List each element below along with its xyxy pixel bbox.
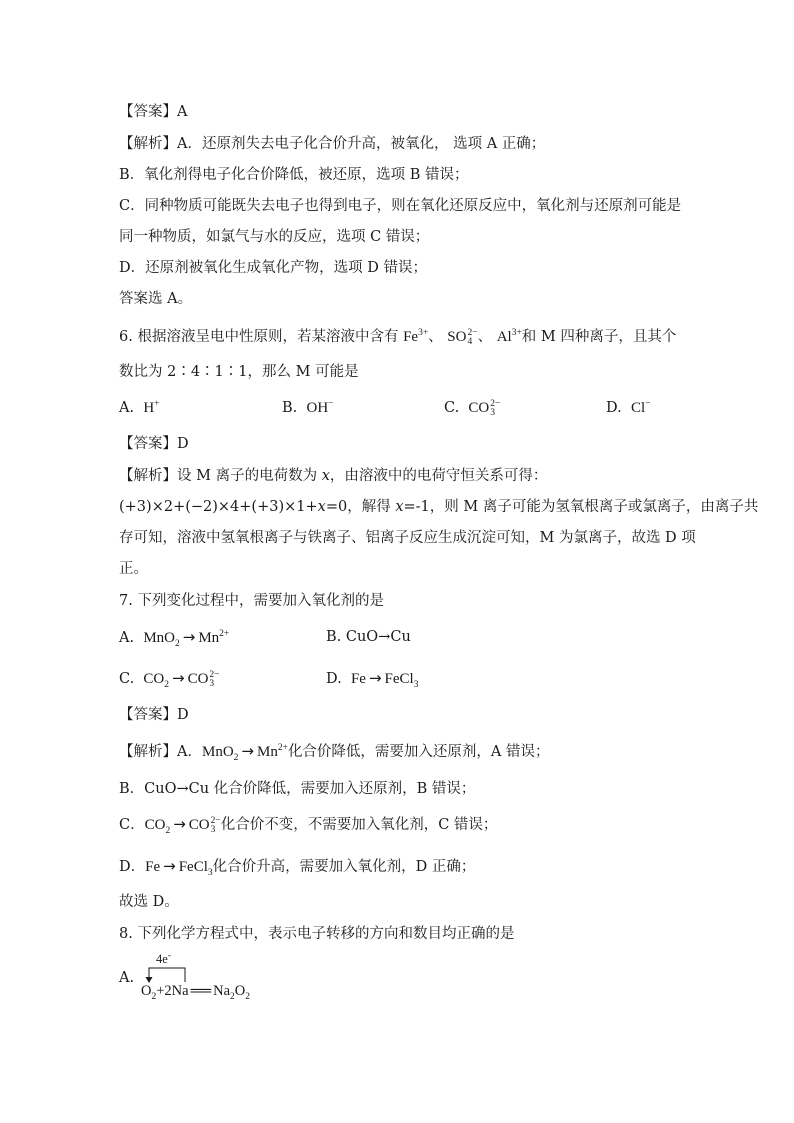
formula: CO [144, 817, 166, 833]
text: ，由溶液中的电荷守恒关系可得： [329, 468, 548, 484]
formula: Mn [198, 630, 220, 646]
ion-oh: OH [306, 400, 329, 416]
ion-fe-symbol: Fe [403, 329, 419, 345]
text: D． [119, 859, 146, 875]
formula-sub: 2 [174, 639, 180, 649]
q7-analysis-a [119, 741, 550, 762]
formula: Fe [145, 859, 161, 875]
q6-stem-post: 和 M 四种离子，且其个 [521, 329, 677, 345]
q7-analysis-b: B．CuO→Cu 化合价降低，需要加入还原剂，B 错误； [119, 781, 476, 797]
formula-sub: 2 [245, 991, 251, 1002]
q6-stem-pre: 6. 根据溶液呈电中性原则，若某溶液中含有 [119, 329, 399, 345]
q6-option-d [606, 398, 650, 418]
equation: (+3)×2+(−2)×4+(+3)×1+ [119, 499, 318, 515]
q7-analysis-c [119, 814, 497, 835]
formula-charge: 2− [210, 815, 221, 826]
formula-sub: 2 [233, 753, 239, 763]
q5-analysis-c2: 同一种物质，如氯气与水的反应，选项 C 错误； [119, 229, 430, 245]
electron-transfer-label [156, 952, 171, 967]
ion-charge: − [328, 399, 334, 409]
formula-sub: 2 [230, 991, 235, 1002]
option-label: C. [444, 400, 460, 416]
ion-so4-symbol: SO [447, 329, 467, 345]
arrow-icon: → [163, 857, 176, 875]
q7-stem: 7. 下列变化过程中，需要加入氧化剂的是 [119, 593, 384, 609]
formula-sub: 3 [207, 868, 213, 878]
option-label: A. [119, 970, 135, 986]
text: 化合价不变，不需要加入氧化剂，C 错误； [220, 817, 498, 833]
q7-option-c [119, 668, 220, 689]
q6-analysis-line1 [119, 466, 547, 486]
q7-conclusion: 故选 D。 [119, 894, 179, 910]
formula: FeCl [178, 859, 208, 875]
ion-so4-sub: 4 [467, 336, 473, 347]
arrow-icon: → [368, 669, 382, 687]
formula: FeCl [384, 671, 414, 687]
option-label: A. [119, 400, 135, 416]
ion-sub: 3 [490, 407, 495, 418]
formula-charge: 2− [209, 669, 220, 680]
ion-h: H [143, 400, 155, 416]
q6-option-a [119, 398, 160, 418]
formula: CO [143, 671, 165, 687]
formula-charge: 2+ [219, 629, 230, 639]
option-label: D. [326, 671, 342, 687]
ion-cl: Cl [630, 400, 646, 416]
q5-analysis-a: 【解析】A．还原剂失去电子化合价升高，被氧化， 选项 A 正确； [119, 136, 546, 152]
q7-option-a [119, 627, 229, 648]
formula-charge: 2+ [277, 743, 288, 753]
formula: CuO→Cu [345, 629, 411, 645]
formula: O [234, 983, 246, 999]
option-label: A. [119, 630, 135, 646]
text: 化合价降低，需要加入还原剂，A 错误； [287, 744, 550, 760]
q5-analysis-d: D．还原剂被氧化生成氧化产物，选项 D 错误； [119, 260, 427, 276]
q6-option-c [444, 398, 500, 418]
formula: CO [187, 671, 209, 687]
separator: 、 [428, 329, 443, 345]
ion-so4 [447, 329, 477, 345]
option-label: D. [606, 400, 622, 416]
ion-al-symbol: Al [496, 329, 512, 345]
q5-analysis-c1: C．同种物质可能既失去电子也得到电子，则在氧化还原反应中，氧化剂与还原剂可能是 [119, 198, 682, 214]
q6-answer: 【答案】D [119, 436, 189, 452]
formula-sub: 2 [151, 991, 157, 1002]
q5-conclusion: 答案选 A。 [119, 291, 193, 307]
ion-charge: 2− [490, 398, 501, 409]
q7-option-d [326, 668, 418, 689]
separator: 、 [477, 329, 493, 345]
formula: Mn [256, 744, 278, 760]
option-label: B. [282, 400, 298, 416]
ion-so4-charge: 2− [467, 327, 478, 338]
q6-analysis-line2 [119, 497, 758, 517]
q8-option-a [119, 952, 319, 1008]
formula: MnO [201, 744, 234, 760]
formula-sub: 3 [413, 680, 419, 690]
ion-fe [403, 329, 428, 345]
variable-x: x [321, 468, 330, 484]
formula: Fe [350, 671, 366, 687]
q7-analysis-d [119, 856, 475, 877]
text: =0，解得 [325, 499, 396, 515]
variable-x: x [317, 499, 326, 515]
text: C． [119, 817, 145, 833]
arrow-icon: → [173, 815, 186, 833]
electron-transfer-arrow-icon [141, 966, 191, 984]
formula: O [141, 983, 152, 999]
q7-answer: 【答案】D [119, 707, 189, 723]
q5-answer: 【答案】A [119, 104, 188, 120]
formula: Na [213, 983, 231, 999]
text: 【解析】A． [119, 744, 202, 760]
q6-analysis-line4: 正。 [119, 561, 148, 577]
q8-stem: 8. 下列化学方程式中，表示电子转移的方向和数目均正确的是 [119, 926, 515, 942]
text: 【解析】设 M 离子的电荷数为 [119, 468, 322, 484]
arrow-icon: → [182, 628, 196, 646]
option-label: B. [326, 629, 342, 645]
q6-analysis-line3: 存可知，溶液中氢氧根离子与铁离子、铝离子反应生成沉淀可知，M 为氯离子，故选 D 项 [119, 530, 696, 546]
formula-sub: 2 [165, 826, 171, 836]
q5-analysis-b: B．氧化剂得电子化合价降低，被还原，选项 B 错误； [119, 167, 469, 183]
formula-sub: 2 [164, 680, 169, 690]
formula: CO [188, 817, 210, 833]
arrow-icon: → [172, 669, 185, 687]
text: =-1，则 M 离子可能为氢氧根离子或氯离子，由离子共 [403, 499, 759, 515]
q6-stem-line2: 数比为 2∶4∶1∶1，那么 M 可能是 [119, 364, 359, 380]
formula: MnO [143, 630, 175, 646]
ion-charge: + [154, 399, 160, 409]
equals-sign: ══ [190, 983, 212, 999]
formula-sub: 3 [210, 824, 216, 835]
ion-fe-charge: 3+ [418, 328, 429, 338]
electron-sign: - [167, 950, 171, 961]
arrow-icon: → [241, 742, 254, 760]
q7-option-b [326, 627, 411, 647]
formula: +2Na [156, 983, 189, 999]
formula-sub: 3 [209, 678, 215, 689]
ion-al-charge: 3+ [511, 328, 522, 338]
variable-x: x [395, 499, 404, 515]
q6-stem-line1 [119, 327, 676, 347]
electron-count: 4e [156, 952, 168, 966]
chemical-equation [141, 983, 250, 1000]
ion-co3: CO [468, 400, 490, 416]
ion-charge: − [645, 399, 651, 409]
ion-al [497, 329, 522, 345]
text: 化合价升高，需要加入氧化剂，D 正确； [212, 859, 476, 875]
option-label: C. [119, 671, 135, 687]
q6-option-b [282, 398, 334, 418]
